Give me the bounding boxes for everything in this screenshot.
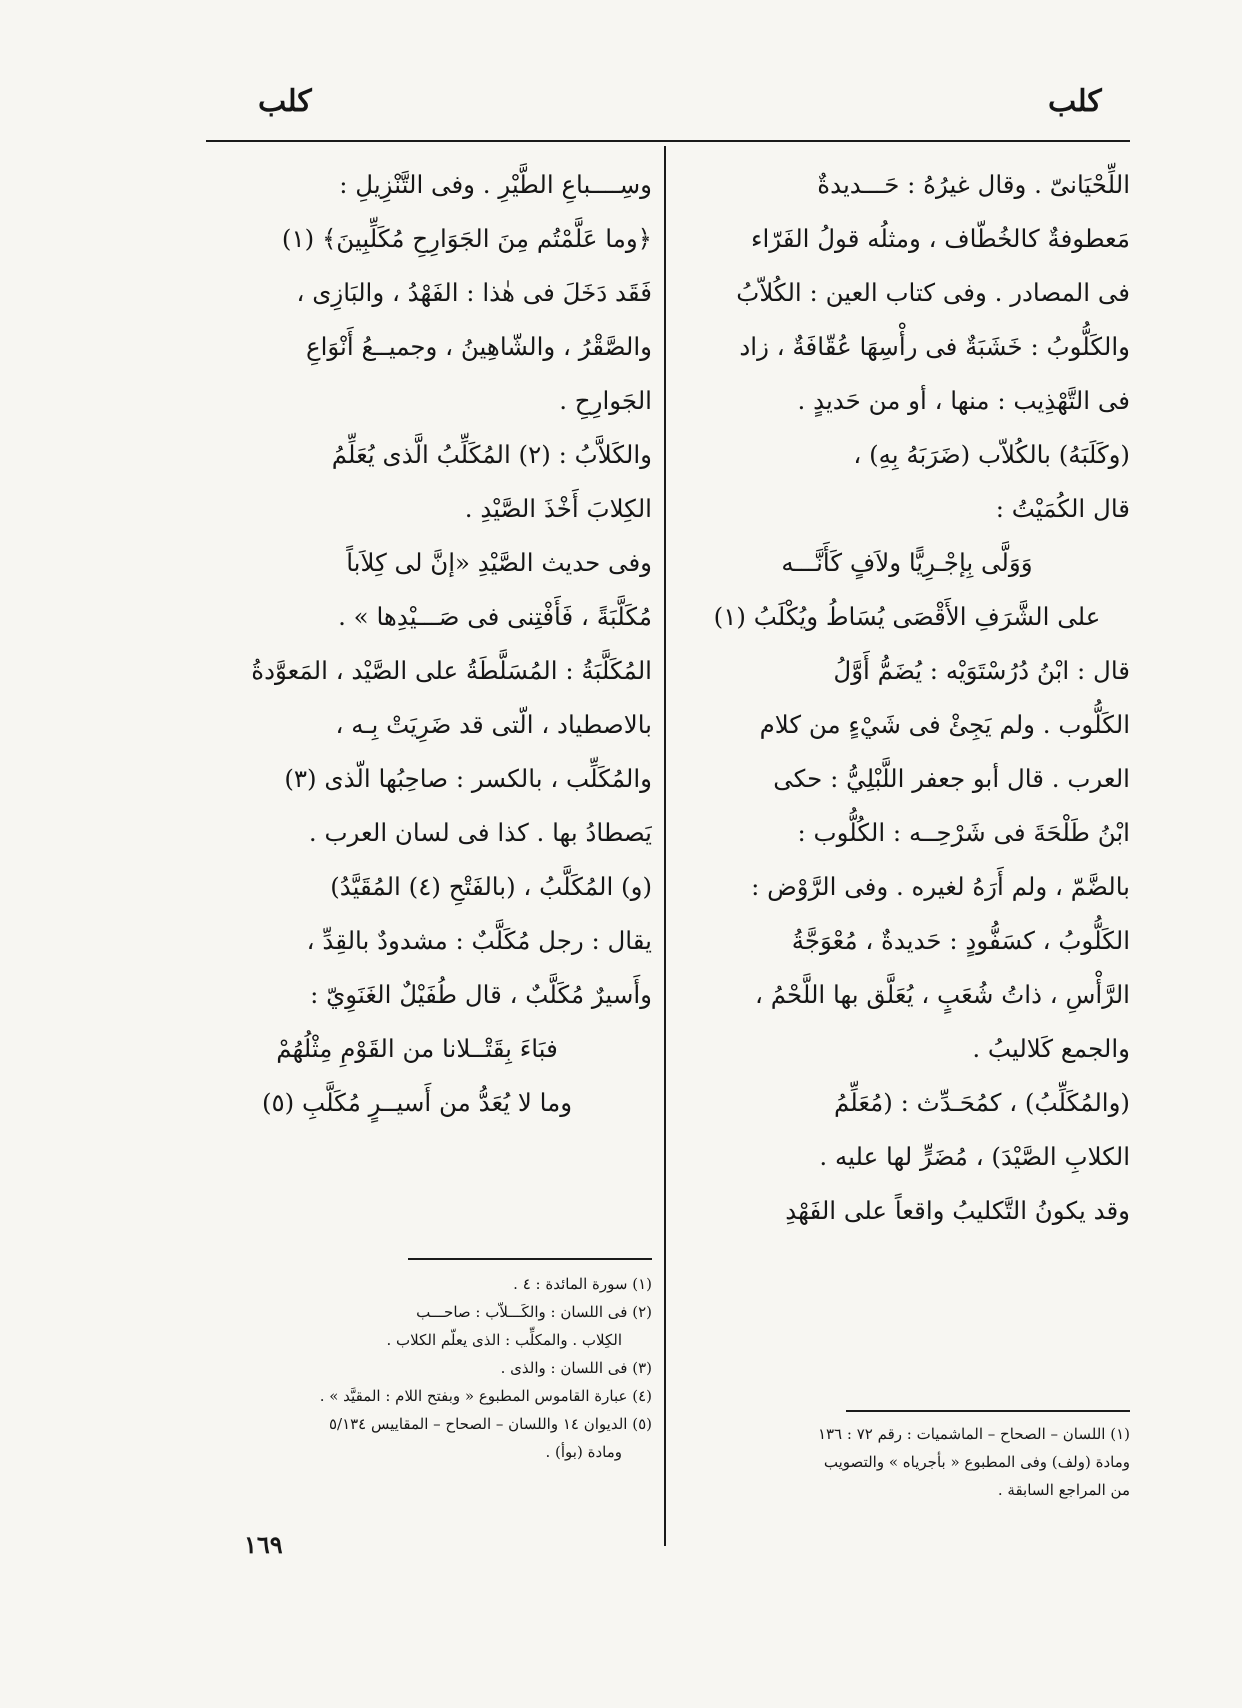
footnote-line: ومادة (بوأ) .: [545, 1443, 622, 1461]
footnote-line: (٣) فى اللسان : والذى .: [500, 1359, 652, 1377]
verse-line: فبَاءَ بِقَتْــلانا من القَوْمِ مِثْلُهُمْ: [276, 1034, 558, 1063]
text-line: (وكَلَبَهُ) بالكُلاّب (ضَرَبَهُ بِهِ) ،: [853, 440, 1130, 469]
column-divider: [664, 146, 666, 1546]
text-line: الكَلُّوبُ ، كسَفُّودٍ : حَديدةٌ ، مُعْوَجَّةُ: [791, 926, 1130, 955]
text-line: بالاصطياد ، الّتى قد ضَرِيَتْ بِـه ،: [335, 710, 652, 739]
text-line: يَصطادُ بها . كذا فى لسان العرب .: [308, 818, 652, 847]
verse-line: وما لا يُعَدُّ من أَسيــرٍ مُكَلَّبِ (٥): [261, 1088, 573, 1117]
text-line: الكِلابَ أَخْذَ الصَّيْدِ .: [464, 494, 652, 523]
footnote-line: الكِلاب . والمكلِّب : الذى يعلّم الكلاب .: [386, 1331, 622, 1349]
text-line: قال : ابْنُ دُرُسْتَوَيْه : يُضَمُّ أَوَّلُ: [833, 656, 1130, 685]
text-line: فَقَد دَخَلَ فى هٰذا : الفَهْدُ ، والبَازِى ،: [296, 278, 652, 307]
running-header-right: كلب: [1048, 84, 1102, 119]
footnote-rule-left: [408, 1258, 652, 1260]
footnote-line: ومادة (ولف) وفى المطبوع « بأجرياه » والتصويب: [823, 1453, 1130, 1471]
quran-verse-line: ﴿وما عَلَّمْتُم مِنَ الجَوَارِحِ مُكَلِّبِينَ﴾ (١): [281, 224, 652, 253]
text-line: (والمُكَلِّبُ) ، كمُحَـدِّث : (مُعَلِّمُ: [833, 1088, 1130, 1117]
text-line: (و) المُكَلَّبُ ، (بالفَتْحِ (٤) المُقَيَّدُ): [330, 872, 652, 901]
text-line: وقد يكونُ التَّكليبُ واقعاً على الفَهْدِ: [785, 1196, 1130, 1225]
verse-line: على الشَّرَفِ الأَقْصَى يُسَاطُ ويُكْلَبُ (١): [713, 602, 1101, 631]
text-line: مَعطوفةٌ كالخُطّاف ، ومثلُه قولُ الفَرّاء: [750, 224, 1130, 253]
text-line: بالضَّمّ ، ولم أَرَهُ لغيره . وفى الرَّوْض :: [751, 872, 1130, 901]
text-line: وأَسيرٌ مُكَلَّبٌ ، قال طُفَيْلٌ الغَنَوِيّ :: [310, 980, 652, 1009]
page-number: ١٦٩: [244, 1530, 283, 1559]
text-line: والمُكَلِّب ، بالكسر : صاحِبُها الّذى (٣): [284, 764, 652, 793]
verse-line: وَوَلَّى بِإجْـرِيًّا ولاَفٍ كَأَنَّـــه: [781, 548, 1033, 577]
text-line: الجَوارِحِ .: [559, 386, 652, 415]
footnotes-left: [206, 1270, 652, 1466]
column-right: [684, 158, 1130, 1238]
footnote-line: (٥) الديوان ١٤ واللسان – الصحاح – المقاييس ٥/١٣٤: [328, 1415, 652, 1433]
text-line: وسِــــباعِ الطَّيْرِ . وفى التَّنْزِيلِ :: [339, 170, 652, 199]
text-line: الرَّأْسِ ، ذاتُ شُعَبٍ ، يُعَلَّق بها اللَّحْمُ ،: [755, 980, 1130, 1009]
text-line: العرب . قال أبو جعفر اللَّبْلِيُّ : حكى: [773, 764, 1130, 793]
text-line: والجمع كَلاليبُ .: [972, 1034, 1130, 1063]
text-line: والكَلُّوبُ : خَشَبَةٌ فى رأْسِهَا عُقّافَةٌ ، زاد: [739, 332, 1130, 361]
text-line: اللِّحْيَانىّ . وقال غيرُهُ : حَـــديدةٌ: [817, 170, 1130, 199]
column-left: [206, 158, 652, 1130]
footnote-line: (٤) عبارة القاموس المطبوع « وبفتح اللام : المقيَّد » .: [319, 1387, 652, 1405]
footnote-line: من المراجع السابقة .: [997, 1481, 1130, 1499]
footnote-line: (١) اللسان – الصحاح – الماشميات : رقم ٧٢ : ١٣٦: [817, 1425, 1130, 1443]
footnotes-right: [684, 1420, 1130, 1504]
text-line: والكَلاَّبُ : (٢) المُكَلِّبُ الَّذى يُعَلِّمُ: [331, 440, 652, 469]
footnote-rule-right: [846, 1410, 1130, 1412]
text-line: فى المصادر . وفى كتاب العين : الكُلاّبُ: [736, 278, 1130, 307]
text-line: المُكَلَّبَةُ : المُسَلَّطَةُ على الصَّيْد ، المَعوَّدةُ: [251, 656, 652, 685]
text-line: مُكَلَّبَةً ، فَأَفْتِنى فى صَـــيْدِها » .: [338, 602, 652, 631]
header-rule: [206, 140, 1130, 142]
text-line: وفى حديث الصَّيْدِ «إنَّ لى كِلاَباً: [346, 548, 652, 577]
text-line: يقال : رجل مُكَلَّبٌ : مشدودٌ بالقِدِّ ،: [306, 926, 652, 955]
text-line: والصَّقْرُ ، والشّاهِينُ ، وجميــعُ أَنْوَاعِ: [305, 332, 652, 361]
footnote-line: (١) سورة المائدة : ٤ .: [513, 1275, 652, 1293]
footnote-line: (٢) فى اللسان : والكَـــلاّب : صاحـــب: [416, 1303, 652, 1321]
text-line: الكلابِ الصَّيْدَ) ، مُضَرٍّ لها عليه .: [819, 1142, 1130, 1171]
running-header-left: كلب: [258, 84, 312, 119]
text-line: قال الكُمَيْتُ :: [995, 494, 1130, 523]
text-line: الكَلُّوب . ولم يَجِئْ فى شَيْءٍ من كلام: [759, 710, 1130, 739]
text-line: ابْنُ طَلْحَةَ فى شَرْحِــه : الكُلُّوب :: [797, 818, 1130, 847]
text-line: فى التَّهْذِيب : منها ، أو من حَديدٍ .: [797, 386, 1130, 415]
